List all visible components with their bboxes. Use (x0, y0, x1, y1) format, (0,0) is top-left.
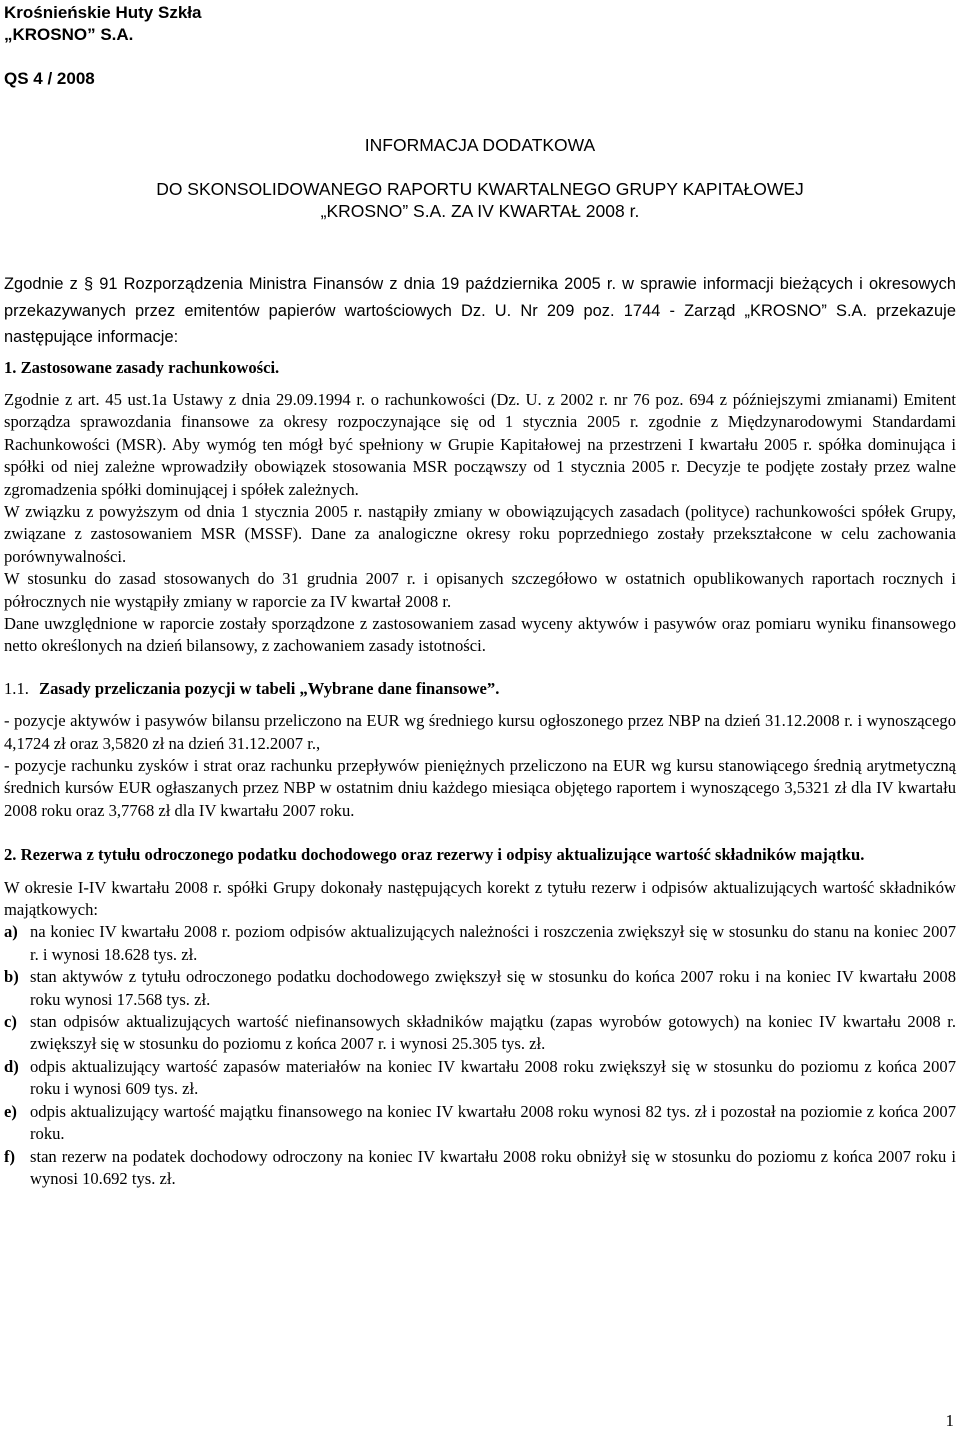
list-item (4, 1011, 956, 1056)
section-1-paragraph-3: W stosunku do zasad stosowanych do 31 grudnia 2007 r. i opisanych szczegółowo w ostatnich opublikowanych raportach rocznych i półrocznych nie wystąpiły zmiany w raporcie za IV kwartał 2008 r. (4, 569, 956, 611)
document-subtitle-line2: „KROSNO” S.A. ZA IV KWARTAŁ 2008 r. (320, 201, 640, 221)
list-item-label: a) (4, 922, 18, 942)
report-code: QS 4 / 2008 (4, 69, 95, 88)
page-number: 1 (945, 1411, 954, 1430)
section-1-1-bullet-2: - pozycje rachunku zysków i strat oraz rachunku przepływów pieniężnych przeliczono na EUR wg kursu stanowiącego średnią arytmetyczną średnich kursów EUR ogłaszanych przez NBP w ostatnim dniu każdego miesiąca objętego raportem i wynoszącego 3,5321 zł dla IV kwartału 2008 roku oraz 3,7768 zł dla IV kwartału 2007 roku. (4, 756, 956, 820)
list-item (4, 1146, 956, 1191)
list-item-label: f) (4, 1146, 16, 1166)
list-item (4, 966, 956, 1011)
section-2-heading: 2. Rezerwa z tytułu odroczonego podatku dochodowego oraz rezerwy i odpisy aktualizujące wartość składników majątku. (4, 845, 865, 865)
list-item-label: c) (4, 1012, 17, 1032)
section-1-1-title: Zasady przeliczania pozycji w tabeli „Wybrane dane finansowe”. (39, 678, 500, 698)
list-item (4, 921, 956, 966)
list-item-label: d) (4, 1056, 19, 1076)
company-name: Krośnieńskie Huty Szkła (4, 3, 202, 22)
section-1-paragraph-2: W związku z powyższym od dnia 1 stycznia 2005 r. nastąpiły zmiany w obowiązujących zasadach (polityce) rachunkowości spółek Grupy, związane z zastosowaniem MSR (MSSF). Dane za analogiczne okresy roku poprzedniego zostały przekształcone w celu zachowania porównywalności. (4, 501, 956, 566)
list-item-text: stan odpisów aktualizujących wartość niefinansowych składników majątku (zapas wyrobów gotowych) na koniec IV kwartału 2008 r. zwiększył się w stosunku do poziomu z końca 2007 r. i wynosi 25.305 tys. zł. (30, 1012, 956, 1054)
section-1-paragraph-1: Zgodnie z art. 45 ust.1a Ustawy z dnia 29.09.1994 r. o rachunkowości (Dz. U. z 2002 r. nr 76 poz. 694 z późniejszymi zmianami) Emitent sporządza sprawozdania finansowe za okresy rozpoczynające się od 1 stycznia 2005 r. zgodnie z Międzynarodowymi Standardami Rachunkowości (MSR). Aby wymóg ten mógł być spełniony w Grupie Kapitałowej na przestrzeni I kwartału 2005 r. spółka dominująca i spółki od niej zależne wprowadziły obowiązek stosowania MSR począwszy od 1 stycznia 2005 r. Decyzje te podjęte zostały przez walne zgromadzenia spółki dominującej i spółek zależnych. (4, 389, 956, 499)
list-item (4, 1101, 956, 1146)
section-1-heading: 1. Zastosowane zasady rachunkowości. (4, 357, 280, 377)
document-subtitle-line1: DO SKONSOLIDOWANEGO RAPORTU KWARTALNEGO GRUPY KAPITAŁOWEJ (156, 179, 804, 199)
intro-paragraph: Zgodnie z § 91 Rozporządzenia Ministra Finansów z dnia 19 października 2005 r. w sprawie informacji bieżących i okresowych przekazywanych przez emitentów papierów wartościowych Dz. U. Nr 209 poz. 1744 - Zarząd „KROSNO” S.A. przekazuje następujące informacje: (4, 275, 956, 346)
list-item-text: odpis aktualizujący wartość majątku finansowego na koniec IV kwartału 2008 roku wynosi 82 tys. zł i pozostał na poziomie z końca 2007 roku. (30, 1101, 956, 1144)
list-item-label: e) (4, 1101, 17, 1121)
section-1-1-heading (4, 678, 956, 700)
list-item-text: stan aktywów z tytułu odroczonego podatku dochodowego zwiększył się w stosunku do końca 2007 roku i na koniec IV kwartału 2008 roku wynosi 17.568 tys. zł. (30, 967, 956, 1009)
list-item-label: b) (4, 967, 19, 987)
list-item (4, 1056, 956, 1101)
section-2-list (4, 921, 956, 1190)
list-item-text: na koniec IV kwartału 2008 r. poziom odpisów aktualizujących należności i roszczenia zwiększył się w stosunku do stanu na koniec 2007 r. i wynosi 18.628 tys. zł. (30, 922, 956, 964)
section-1-1-bullet-1: - pozycje aktywów i pasywów bilansu przeliczono na EUR wg średniego kursu ogłoszonego przez NBP na dzień 31.12.2008 r. i wynoszącego 4,1724 zł oraz 3,5820 zł na dzień 31.12.2007 r., (4, 711, 956, 753)
company-short-name: „KROSNO” S.A. (4, 25, 134, 44)
document-page (4, 0, 956, 1190)
section-1-1-number: 1.1. (4, 678, 29, 698)
section-2-intro: W okresie I-IV kwartału 2008 r. spółki Grupy dokonały następujących korekt z tytułu rezerw i odpisów aktualizujących wartość składników majątkowych: (4, 877, 956, 920)
list-item-text: stan rezerw na podatek dochodowy odroczony na koniec IV kwartału 2008 roku obniżył się w stosunku do poziomu z końca 2007 roku i wynosi 10.692 tys. zł. (30, 1146, 956, 1188)
section-1-paragraph-4: Dane uwzględnione w raporcie zostały sporządzone z zastosowaniem zasad wyceny aktywów i pasywów oraz pomiaru wyniku finansowego netto określonych na dzień bilansowy, z zachowaniem zasady istotności. (4, 613, 956, 656)
document-title: INFORMACJA DODATKOWA (364, 135, 596, 155)
list-item-text: odpis aktualizujący wartość zapasów materiałów na koniec IV kwartału 2008 roku zwiększył się w stosunku do poziomu z końca 2007 roku i wynosi 609 tys. zł. (30, 1056, 956, 1099)
